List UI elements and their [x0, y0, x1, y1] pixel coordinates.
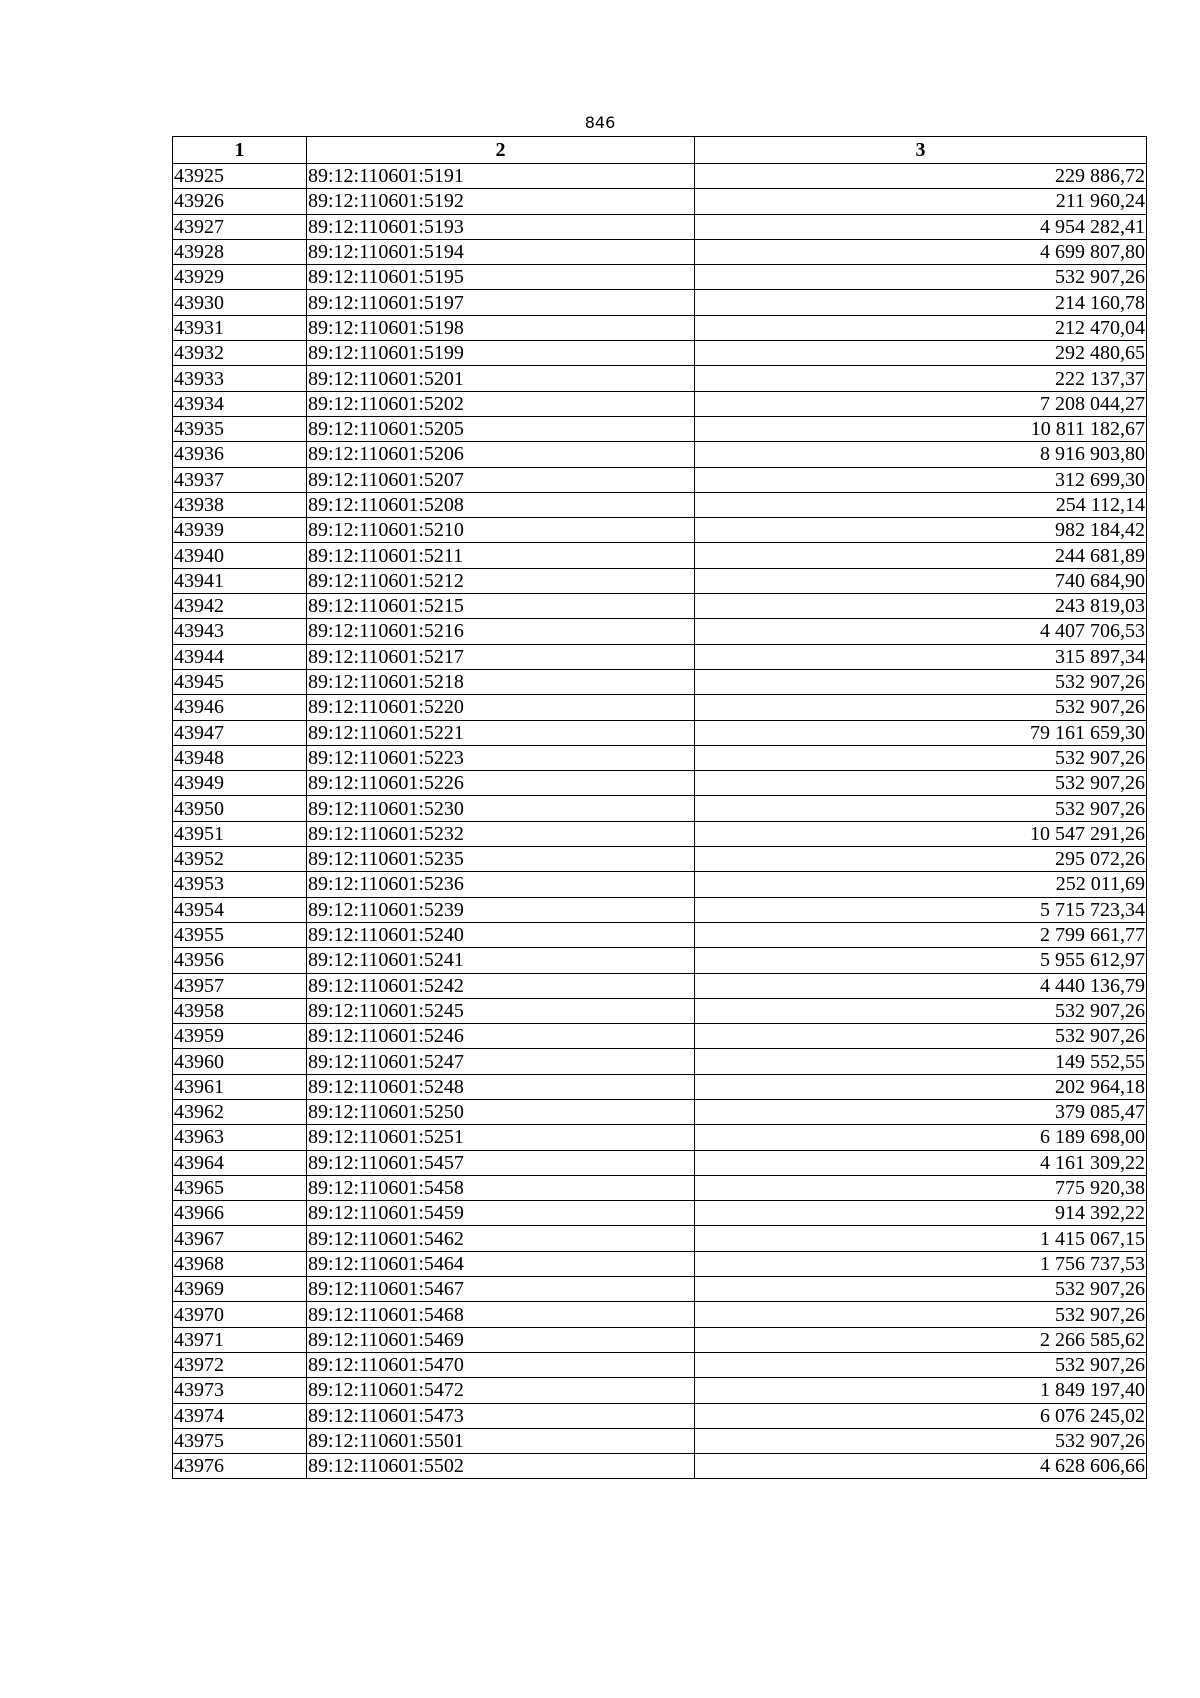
cadastral-number-cell: 89:12:110601:5226 [307, 771, 695, 796]
cadastral-number-cell: 89:12:110601:5215 [307, 594, 695, 619]
cadastral-value-cell: 211 960,24 [695, 189, 1147, 214]
cadastral-number-cell: 89:12:110601:5462 [307, 1226, 695, 1251]
cadastral-number-cell: 89:12:110601:5470 [307, 1352, 695, 1377]
cadastral-value-cell: 244 681,89 [695, 543, 1147, 568]
cadastral-number-cell: 89:12:110601:5193 [307, 214, 695, 239]
row-number-cell: 43967 [173, 1226, 307, 1251]
cadastral-value-cell: 1 849 197,40 [695, 1378, 1147, 1403]
cadastral-number-cell: 89:12:110601:5250 [307, 1099, 695, 1124]
cadastral-value-cell: 740 684,90 [695, 568, 1147, 593]
cadastral-number-cell: 89:12:110601:5468 [307, 1302, 695, 1327]
table-row [173, 771, 1147, 796]
cadastral-value-cell: 532 907,26 [695, 796, 1147, 821]
cadastral-number-cell: 89:12:110601:5472 [307, 1378, 695, 1403]
row-number-cell: 43940 [173, 543, 307, 568]
row-number-cell: 43955 [173, 922, 307, 947]
table-row [173, 1175, 1147, 1200]
cadastral-value-cell: 4 628 606,66 [695, 1454, 1147, 1479]
cadastral-number-cell: 89:12:110601:5192 [307, 189, 695, 214]
cadastral-value-cell: 8 916 903,80 [695, 442, 1147, 467]
cadastral-value-table [172, 136, 1147, 1479]
cadastral-number-cell: 89:12:110601:5236 [307, 872, 695, 897]
table-row [173, 442, 1147, 467]
cadastral-value-cell: 149 552,55 [695, 1049, 1147, 1074]
table-row [173, 518, 1147, 543]
cadastral-value-cell: 532 907,26 [695, 669, 1147, 694]
cadastral-number-cell: 89:12:110601:5230 [307, 796, 695, 821]
row-number-cell: 43975 [173, 1428, 307, 1453]
table-row [173, 1302, 1147, 1327]
cadastral-number-cell: 89:12:110601:5241 [307, 948, 695, 973]
cadastral-value-cell: 292 480,65 [695, 341, 1147, 366]
row-number-cell: 43974 [173, 1403, 307, 1428]
table-row [173, 745, 1147, 770]
cadastral-number-cell: 89:12:110601:5197 [307, 290, 695, 315]
row-number-cell: 43925 [173, 164, 307, 189]
cadastral-number-cell: 89:12:110601:5242 [307, 973, 695, 998]
cadastral-number-cell: 89:12:110601:5246 [307, 1024, 695, 1049]
row-number-cell: 43963 [173, 1125, 307, 1150]
table-row [173, 366, 1147, 391]
row-number-cell: 43954 [173, 897, 307, 922]
cadastral-value-cell: 6 076 245,02 [695, 1403, 1147, 1428]
cadastral-value-cell: 5 955 612,97 [695, 948, 1147, 973]
table-row [173, 265, 1147, 290]
cadastral-value-cell: 79 161 659,30 [695, 720, 1147, 745]
cadastral-number-cell: 89:12:110601:5467 [307, 1277, 695, 1302]
cadastral-value-cell: 2 266 585,62 [695, 1327, 1147, 1352]
cadastral-value-cell: 254 112,14 [695, 492, 1147, 517]
row-number-cell: 43976 [173, 1454, 307, 1479]
cadastral-number-cell: 89:12:110601:5502 [307, 1454, 695, 1479]
cadastral-number-cell: 89:12:110601:5191 [307, 164, 695, 189]
cadastral-value-cell: 4 407 706,53 [695, 619, 1147, 644]
table-row [173, 391, 1147, 416]
row-number-cell: 43970 [173, 1302, 307, 1327]
table-row [173, 619, 1147, 644]
row-number-cell: 43929 [173, 265, 307, 290]
cadastral-value-cell: 775 920,38 [695, 1175, 1147, 1200]
table-row [173, 315, 1147, 340]
table-row [173, 948, 1147, 973]
cadastral-number-cell: 89:12:110601:5240 [307, 922, 695, 947]
cadastral-value-cell: 4 161 309,22 [695, 1150, 1147, 1175]
table-row [173, 1049, 1147, 1074]
row-number-cell: 43949 [173, 771, 307, 796]
row-number-cell: 43950 [173, 796, 307, 821]
cadastral-value-cell: 10 811 182,67 [695, 416, 1147, 441]
row-number-cell: 43931 [173, 315, 307, 340]
row-number-cell: 43937 [173, 467, 307, 492]
table-row [173, 1201, 1147, 1226]
row-number-cell: 43938 [173, 492, 307, 517]
row-number-cell: 43942 [173, 594, 307, 619]
table-row [173, 1428, 1147, 1453]
cadastral-value-cell: 312 699,30 [695, 467, 1147, 492]
row-number-cell: 43932 [173, 341, 307, 366]
table-row [173, 872, 1147, 897]
column-header-1: 1 [173, 137, 307, 164]
cadastral-value-cell: 4 440 136,79 [695, 973, 1147, 998]
cadastral-value-cell: 1 415 067,15 [695, 1226, 1147, 1251]
cadastral-number-cell: 89:12:110601:5202 [307, 391, 695, 416]
table-row [173, 695, 1147, 720]
cadastral-value-cell: 5 715 723,34 [695, 897, 1147, 922]
cadastral-value-cell: 532 907,26 [695, 1302, 1147, 1327]
cadastral-value-cell: 532 907,26 [695, 998, 1147, 1023]
cadastral-number-cell: 89:12:110601:5239 [307, 897, 695, 922]
cadastral-number-cell: 89:12:110601:5245 [307, 998, 695, 1023]
row-number-cell: 43957 [173, 973, 307, 998]
row-number-cell: 43930 [173, 290, 307, 315]
cadastral-number-cell: 89:12:110601:5199 [307, 341, 695, 366]
table-row [173, 189, 1147, 214]
table-row [173, 1454, 1147, 1479]
table-row [173, 821, 1147, 846]
row-number-cell: 43941 [173, 568, 307, 593]
row-number-cell: 43946 [173, 695, 307, 720]
column-header-2: 2 [307, 137, 695, 164]
row-number-cell: 43958 [173, 998, 307, 1023]
cadastral-number-cell: 89:12:110601:5218 [307, 669, 695, 694]
cadastral-value-cell: 1 756 737,53 [695, 1251, 1147, 1276]
cadastral-value-cell: 4 954 282,41 [695, 214, 1147, 239]
row-number-cell: 43973 [173, 1378, 307, 1403]
table-row [173, 1352, 1147, 1377]
cadastral-value-cell: 532 907,26 [695, 1024, 1147, 1049]
cadastral-number-cell: 89:12:110601:5194 [307, 239, 695, 264]
row-number-cell: 43935 [173, 416, 307, 441]
row-number-cell: 43939 [173, 518, 307, 543]
row-number-cell: 43972 [173, 1352, 307, 1377]
cadastral-value-cell: 315 897,34 [695, 644, 1147, 669]
cadastral-number-cell: 89:12:110601:5211 [307, 543, 695, 568]
cadastral-number-cell: 89:12:110601:5217 [307, 644, 695, 669]
table-row [173, 416, 1147, 441]
cadastral-number-cell: 89:12:110601:5501 [307, 1428, 695, 1453]
table-row [173, 214, 1147, 239]
table-row [173, 594, 1147, 619]
cadastral-value-cell: 2 799 661,77 [695, 922, 1147, 947]
table-header-row [173, 137, 1147, 164]
cadastral-number-cell: 89:12:110601:5457 [307, 1150, 695, 1175]
row-number-cell: 43964 [173, 1150, 307, 1175]
cadastral-number-cell: 89:12:110601:5208 [307, 492, 695, 517]
cadastral-number-cell: 89:12:110601:5206 [307, 442, 695, 467]
cadastral-number-cell: 89:12:110601:5220 [307, 695, 695, 720]
table-row [173, 720, 1147, 745]
table-row [173, 897, 1147, 922]
row-number-cell: 43945 [173, 669, 307, 694]
row-number-cell: 43956 [173, 948, 307, 973]
cadastral-number-cell: 89:12:110601:5251 [307, 1125, 695, 1150]
cadastral-number-cell: 89:12:110601:5464 [307, 1251, 695, 1276]
cadastral-value-cell: 7 208 044,27 [695, 391, 1147, 416]
cadastral-value-cell: 229 886,72 [695, 164, 1147, 189]
cadastral-number-cell: 89:12:110601:5216 [307, 619, 695, 644]
cadastral-value-cell: 295 072,26 [695, 847, 1147, 872]
column-header-3: 3 [695, 137, 1147, 164]
table-row [173, 1099, 1147, 1124]
table-row [173, 492, 1147, 517]
table-row [173, 1378, 1147, 1403]
table-row [173, 290, 1147, 315]
cadastral-number-cell: 89:12:110601:5205 [307, 416, 695, 441]
cadastral-number-cell: 89:12:110601:5247 [307, 1049, 695, 1074]
cadastral-value-cell: 222 137,37 [695, 366, 1147, 391]
cadastral-value-cell: 212 470,04 [695, 315, 1147, 340]
row-number-cell: 43952 [173, 847, 307, 872]
cadastral-value-cell: 982 184,42 [695, 518, 1147, 543]
row-number-cell: 43968 [173, 1251, 307, 1276]
cadastral-value-cell: 914 392,22 [695, 1201, 1147, 1226]
cadastral-number-cell: 89:12:110601:5473 [307, 1403, 695, 1428]
row-number-cell: 43962 [173, 1099, 307, 1124]
cadastral-number-cell: 89:12:110601:5248 [307, 1074, 695, 1099]
row-number-cell: 43969 [173, 1277, 307, 1302]
cadastral-number-cell: 89:12:110601:5201 [307, 366, 695, 391]
table-row [173, 796, 1147, 821]
page-number: 846 [584, 113, 616, 132]
table-row [173, 998, 1147, 1023]
table-row [173, 1150, 1147, 1175]
table-row [173, 847, 1147, 872]
row-number-cell: 43934 [173, 391, 307, 416]
cadastral-number-cell: 89:12:110601:5195 [307, 265, 695, 290]
table-row [173, 1327, 1147, 1352]
cadastral-value-cell: 6 189 698,00 [695, 1125, 1147, 1150]
cadastral-value-cell: 202 964,18 [695, 1074, 1147, 1099]
table-row [173, 239, 1147, 264]
row-number-cell: 43947 [173, 720, 307, 745]
row-number-cell: 43933 [173, 366, 307, 391]
cadastral-value-cell: 532 907,26 [695, 1352, 1147, 1377]
cadastral-value-cell: 532 907,26 [695, 771, 1147, 796]
table-body [173, 164, 1147, 1479]
cadastral-value-cell: 532 907,26 [695, 265, 1147, 290]
row-number-cell: 43953 [173, 872, 307, 897]
row-number-cell: 43948 [173, 745, 307, 770]
row-number-cell: 43927 [173, 214, 307, 239]
table-row [173, 1251, 1147, 1276]
table-row [173, 341, 1147, 366]
table-row [173, 467, 1147, 492]
cadastral-number-cell: 89:12:110601:5458 [307, 1175, 695, 1200]
cadastral-number-cell: 89:12:110601:5459 [307, 1201, 695, 1226]
cadastral-number-cell: 89:12:110601:5223 [307, 745, 695, 770]
cadastral-number-cell: 89:12:110601:5210 [307, 518, 695, 543]
table-row [173, 644, 1147, 669]
cadastral-number-cell: 89:12:110601:5212 [307, 568, 695, 593]
table-row [173, 543, 1147, 568]
table-row [173, 1074, 1147, 1099]
cadastral-value-cell: 4 699 807,80 [695, 239, 1147, 264]
table-row [173, 1125, 1147, 1150]
row-number-cell: 43943 [173, 619, 307, 644]
row-number-cell: 43959 [173, 1024, 307, 1049]
cadastral-value-cell: 214 160,78 [695, 290, 1147, 315]
cadastral-value-cell: 532 907,26 [695, 1428, 1147, 1453]
table-row [173, 669, 1147, 694]
cadastral-number-cell: 89:12:110601:5235 [307, 847, 695, 872]
table-row [173, 1403, 1147, 1428]
cadastral-number-cell: 89:12:110601:5232 [307, 821, 695, 846]
table-row [173, 1277, 1147, 1302]
row-number-cell: 43944 [173, 644, 307, 669]
cadastral-value-cell: 532 907,26 [695, 745, 1147, 770]
table-row [173, 973, 1147, 998]
row-number-cell: 43928 [173, 239, 307, 264]
cadastral-number-cell: 89:12:110601:5221 [307, 720, 695, 745]
cadastral-number-cell: 89:12:110601:5207 [307, 467, 695, 492]
row-number-cell: 43961 [173, 1074, 307, 1099]
row-number-cell: 43966 [173, 1201, 307, 1226]
cadastral-value-cell: 532 907,26 [695, 1277, 1147, 1302]
table-row [173, 568, 1147, 593]
row-number-cell: 43965 [173, 1175, 307, 1200]
cadastral-number-cell: 89:12:110601:5469 [307, 1327, 695, 1352]
cadastral-value-cell: 532 907,26 [695, 695, 1147, 720]
row-number-cell: 43951 [173, 821, 307, 846]
cadastral-value-cell: 243 819,03 [695, 594, 1147, 619]
row-number-cell: 43936 [173, 442, 307, 467]
row-number-cell: 43926 [173, 189, 307, 214]
table-row [173, 1226, 1147, 1251]
cadastral-value-cell: 252 011,69 [695, 872, 1147, 897]
row-number-cell: 43960 [173, 1049, 307, 1074]
table-row [173, 1024, 1147, 1049]
cadastral-value-cell: 10 547 291,26 [695, 821, 1147, 846]
cadastral-number-cell: 89:12:110601:5198 [307, 315, 695, 340]
cadastral-value-cell: 379 085,47 [695, 1099, 1147, 1124]
row-number-cell: 43971 [173, 1327, 307, 1352]
table-row [173, 922, 1147, 947]
table-row [173, 164, 1147, 189]
